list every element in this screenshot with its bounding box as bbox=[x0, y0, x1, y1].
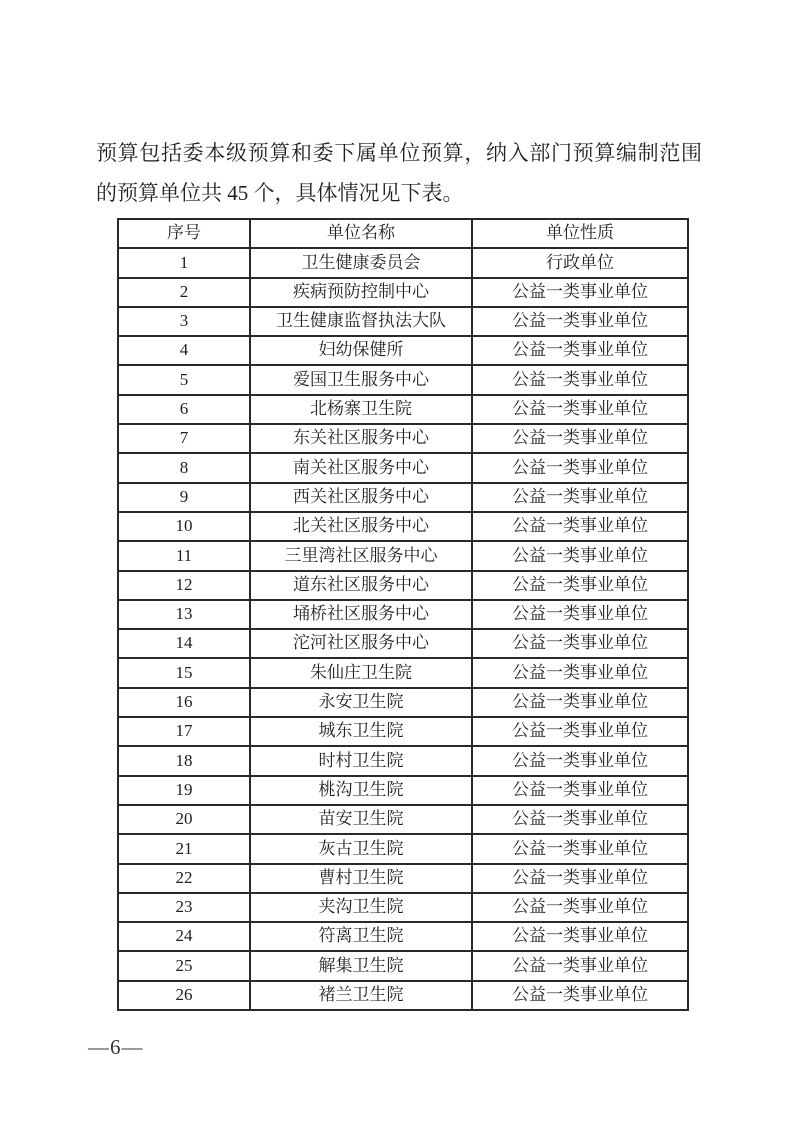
header-serial-number: 序号 bbox=[118, 219, 250, 248]
cell-unit-name: 朱仙庄卫生院 bbox=[250, 658, 472, 687]
cell-unit-name: 东关社区服务中心 bbox=[250, 424, 472, 453]
table-row bbox=[118, 278, 688, 307]
cell-unit-type: 公益一类事业单位 bbox=[472, 922, 688, 951]
cell-unit-name: 西关社区服务中心 bbox=[250, 483, 472, 512]
cell-serial: 24 bbox=[118, 922, 250, 951]
cell-unit-name: 妇幼保健所 bbox=[250, 336, 472, 365]
table-row bbox=[118, 688, 688, 717]
cell-unit-type: 公益一类事业单位 bbox=[472, 541, 688, 570]
cell-serial: 9 bbox=[118, 483, 250, 512]
intro-paragraph bbox=[96, 133, 702, 213]
cell-serial: 8 bbox=[118, 453, 250, 482]
table-row bbox=[118, 922, 688, 951]
budget-units-table bbox=[117, 218, 689, 1011]
cell-unit-name: 卫生健康监督执法大队 bbox=[250, 307, 472, 336]
table-row bbox=[118, 658, 688, 687]
cell-unit-name: 灰古卫生院 bbox=[250, 834, 472, 863]
cell-serial: 25 bbox=[118, 951, 250, 980]
table-header-row bbox=[118, 219, 688, 248]
table-row bbox=[118, 717, 688, 746]
cell-serial: 2 bbox=[118, 278, 250, 307]
cell-unit-name: 夹沟卫生院 bbox=[250, 893, 472, 922]
cell-unit-type: 公益一类事业单位 bbox=[472, 776, 688, 805]
cell-unit-type: 公益一类事业单位 bbox=[472, 893, 688, 922]
cell-unit-name: 永安卫生院 bbox=[250, 688, 472, 717]
cell-serial: 11 bbox=[118, 541, 250, 570]
cell-unit-name: 符离卫生院 bbox=[250, 922, 472, 951]
cell-serial: 12 bbox=[118, 571, 250, 600]
cell-unit-name: 褚兰卫生院 bbox=[250, 981, 472, 1010]
cell-unit-type: 行政单位 bbox=[472, 248, 688, 277]
table-row bbox=[118, 365, 688, 394]
cell-unit-name: 北关社区服务中心 bbox=[250, 512, 472, 541]
cell-unit-type: 公益一类事业单位 bbox=[472, 981, 688, 1010]
cell-unit-type: 公益一类事业单位 bbox=[472, 453, 688, 482]
header-unit-name: 单位名称 bbox=[250, 219, 472, 248]
table-row bbox=[118, 893, 688, 922]
cell-serial: 7 bbox=[118, 424, 250, 453]
cell-unit-name: 疾病预防控制中心 bbox=[250, 278, 472, 307]
cell-unit-type: 公益一类事业单位 bbox=[472, 424, 688, 453]
header-unit-type: 单位性质 bbox=[472, 219, 688, 248]
cell-unit-name: 北杨寨卫生院 bbox=[250, 395, 472, 424]
intro-line-2: 的预算单位共 45 个，具体情况见下表。 bbox=[96, 181, 464, 205]
cell-unit-type: 公益一类事业单位 bbox=[472, 717, 688, 746]
cell-serial: 21 bbox=[118, 834, 250, 863]
cell-serial: 17 bbox=[118, 717, 250, 746]
intro-line-1: 预算包括委本级预算和委下属单位预算，纳入部门预算编制范围 bbox=[96, 141, 702, 165]
cell-serial: 5 bbox=[118, 365, 250, 394]
table-row bbox=[118, 834, 688, 863]
cell-serial: 22 bbox=[118, 864, 250, 893]
cell-unit-type: 公益一类事业单位 bbox=[472, 951, 688, 980]
cell-unit-name: 解集卫生院 bbox=[250, 951, 472, 980]
cell-unit-type: 公益一类事业单位 bbox=[472, 307, 688, 336]
table-row bbox=[118, 483, 688, 512]
table-row bbox=[118, 629, 688, 658]
cell-unit-name: 爱国卫生服务中心 bbox=[250, 365, 472, 394]
cell-unit-type: 公益一类事业单位 bbox=[472, 483, 688, 512]
cell-unit-type: 公益一类事业单位 bbox=[472, 834, 688, 863]
table-row bbox=[118, 395, 688, 424]
cell-unit-type: 公益一类事业单位 bbox=[472, 336, 688, 365]
cell-serial: 18 bbox=[118, 746, 250, 775]
cell-unit-type: 公益一类事业单位 bbox=[472, 864, 688, 893]
page-number: —6— bbox=[88, 1035, 144, 1059]
cell-unit-name: 埇桥社区服务中心 bbox=[250, 600, 472, 629]
table-row bbox=[118, 307, 688, 336]
table-row bbox=[118, 600, 688, 629]
cell-unit-name: 沱河社区服务中心 bbox=[250, 629, 472, 658]
table-row bbox=[118, 248, 688, 277]
table-row bbox=[118, 981, 688, 1010]
table-row bbox=[118, 951, 688, 980]
cell-serial: 26 bbox=[118, 981, 250, 1010]
cell-unit-name: 道东社区服务中心 bbox=[250, 571, 472, 600]
table-row bbox=[118, 864, 688, 893]
table-row bbox=[118, 424, 688, 453]
cell-serial: 6 bbox=[118, 395, 250, 424]
table-row bbox=[118, 541, 688, 570]
cell-unit-type: 公益一类事业单位 bbox=[472, 600, 688, 629]
table-row bbox=[118, 336, 688, 365]
table-row bbox=[118, 453, 688, 482]
cell-serial: 14 bbox=[118, 629, 250, 658]
table-row bbox=[118, 746, 688, 775]
cell-unit-type: 公益一类事业单位 bbox=[472, 512, 688, 541]
cell-serial: 19 bbox=[118, 776, 250, 805]
cell-unit-name: 三里湾社区服务中心 bbox=[250, 541, 472, 570]
cell-unit-type: 公益一类事业单位 bbox=[472, 746, 688, 775]
cell-serial: 3 bbox=[118, 307, 250, 336]
cell-serial: 10 bbox=[118, 512, 250, 541]
cell-unit-name: 桃沟卫生院 bbox=[250, 776, 472, 805]
cell-serial: 16 bbox=[118, 688, 250, 717]
cell-unit-type: 公益一类事业单位 bbox=[472, 395, 688, 424]
cell-unit-type: 公益一类事业单位 bbox=[472, 688, 688, 717]
cell-unit-type: 公益一类事业单位 bbox=[472, 629, 688, 658]
table-row bbox=[118, 805, 688, 834]
table-row bbox=[118, 776, 688, 805]
table-row bbox=[118, 512, 688, 541]
table-body bbox=[118, 248, 688, 1010]
cell-unit-type: 公益一类事业单位 bbox=[472, 805, 688, 834]
cell-serial: 4 bbox=[118, 336, 250, 365]
cell-serial: 15 bbox=[118, 658, 250, 687]
cell-unit-type: 公益一类事业单位 bbox=[472, 658, 688, 687]
cell-unit-name: 南关社区服务中心 bbox=[250, 453, 472, 482]
cell-unit-name: 城东卫生院 bbox=[250, 717, 472, 746]
cell-unit-name: 苗安卫生院 bbox=[250, 805, 472, 834]
cell-unit-name: 卫生健康委员会 bbox=[250, 248, 472, 277]
cell-unit-type: 公益一类事业单位 bbox=[472, 278, 688, 307]
cell-serial: 20 bbox=[118, 805, 250, 834]
cell-unit-name: 时村卫生院 bbox=[250, 746, 472, 775]
cell-unit-name: 曹村卫生院 bbox=[250, 864, 472, 893]
cell-serial: 1 bbox=[118, 248, 250, 277]
cell-serial: 23 bbox=[118, 893, 250, 922]
cell-unit-type: 公益一类事业单位 bbox=[472, 571, 688, 600]
table-row bbox=[118, 571, 688, 600]
cell-unit-type: 公益一类事业单位 bbox=[472, 365, 688, 394]
cell-serial: 13 bbox=[118, 600, 250, 629]
